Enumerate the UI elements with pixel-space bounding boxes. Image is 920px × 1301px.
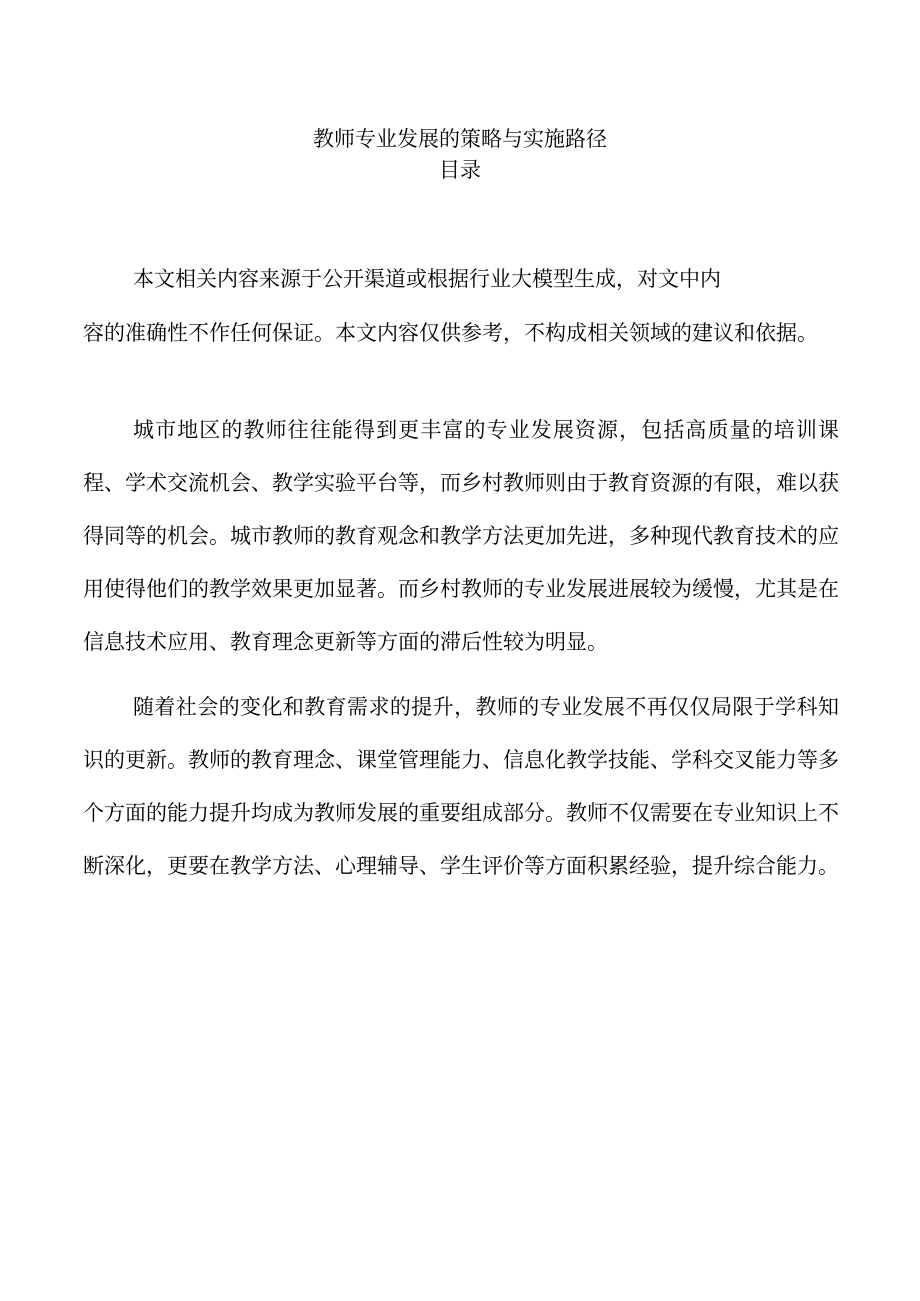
disclaimer-line-1: 本文相关内容来源于公开渠道或根据行业大模型生成，对文中内 <box>133 267 721 291</box>
body-paragraph-1: 城市地区的教师往往能得到更丰富的专业发展资源，包括高质量的培训课程、学术交流机会、教学实验平台等，而乡村教师则由于教育资源的有限，难以获得同等的机会。城市教师的教育观念和教学方法更加先进，多种现代教育技术的应用使得他们的教学效果更加显著。而乡村教师的专业发展进展较为缓慢，尤其是在信息技术应用、教育理念更新等方面的滞后性较为明显。 <box>83 418 839 654</box>
disclaimer-line-2: 容的准确性不作任何保证。本文内容仅供参考，不构成相关领域的建议和依据。 <box>83 321 818 345</box>
document-title: 教师专业发展的策略与实施路径 <box>313 127 607 151</box>
body-paragraph-2: 随着社会的变化和教育需求的提升，教师的专业发展不再仅仅局限于学科知识的更新。教师的教育理念、课堂管理能力、信息化教学技能、学科交叉能力等多个方面的能力提升均成为教师发展的重要组成部分。教师不仅需要在专业知识上不断深化，更要在教学方法、心理辅导、学生评价等方面积累经验，提升综合能力。 <box>83 695 839 878</box>
toc-heading: 目录 <box>439 158 481 182</box>
